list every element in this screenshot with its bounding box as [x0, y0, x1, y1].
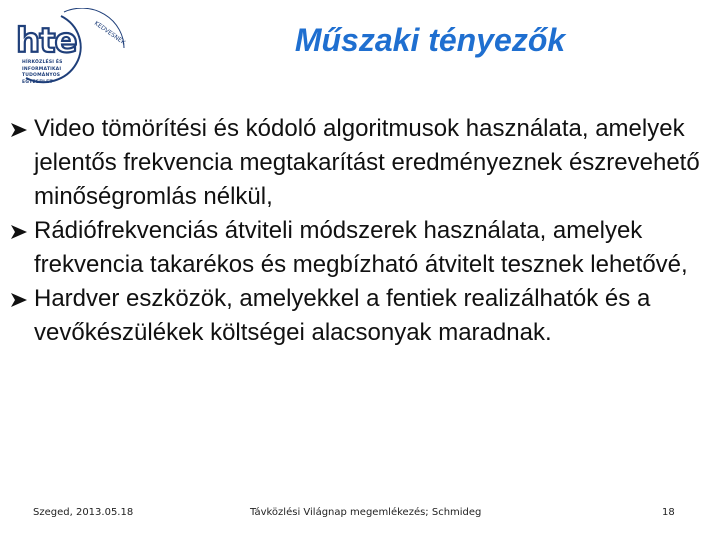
hte-logo [6, 8, 131, 100]
logo-caption [22, 60, 63, 86]
slide-title: Műszaki tényezők [294, 22, 566, 58]
logo-caption-line: TUDOMÁNYOS [22, 73, 61, 78]
bullet-list [10, 112, 710, 350]
bullet-text: Video tömörítési és kódoló algoritmusok használata, amelyek jelentős frekvencia megtakarítást eredményeznek észrevehető minőségromlás nélkül, [34, 115, 700, 210]
bullet-item [10, 282, 710, 350]
arrow-bullet-icon [10, 121, 28, 139]
logo-ring-text: KEDVESNEK [92, 19, 127, 47]
arrow-bullet-icon [10, 223, 28, 241]
arrow-bullet-icon [10, 291, 28, 309]
logo-text: hte [16, 21, 77, 61]
bullet-item [10, 214, 710, 282]
logo-caption-line: INFORMATIKAI [22, 66, 62, 72]
hte-logo-graphic [6, 8, 131, 100]
page-number: 18 [662, 507, 675, 518]
footer-date: Szeged, 2013.05.18 [33, 507, 134, 518]
bullet-text: Hardver eszközök, amelyekkel a fentiek realizálhatók és a vevőkészülékek költségei alacsonyak maradnak. [34, 285, 651, 346]
bullet-text: Rádiófrekvenciás átviteli módszerek használata, amelyek frekvencia takarékos és megbízható átvitelt tesznek lehetővé, [34, 217, 688, 278]
footer-caption: Távközlési Világnap megemlékezés; Schmideg [250, 507, 482, 518]
bullet-item [10, 112, 710, 214]
logo-caption-line: HÍRKÖZLÉSI ÉS [22, 60, 63, 65]
logo-caption-line: EGYESÜLET [22, 79, 53, 85]
